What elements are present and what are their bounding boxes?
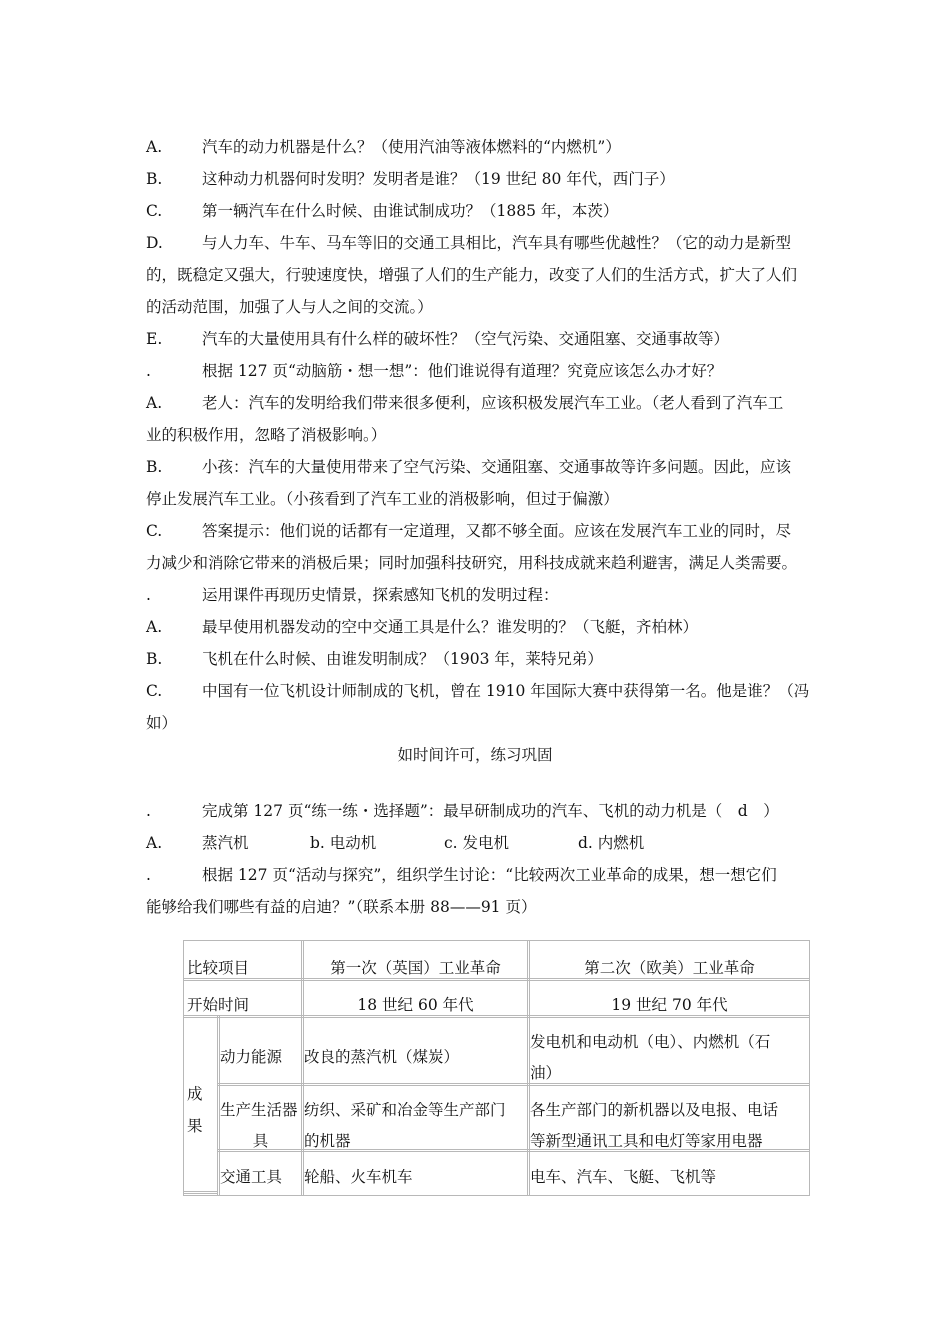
item-label: . bbox=[146, 362, 151, 380]
row-tools-second: 等新型通讯工具和电灯等家用电器 bbox=[530, 1132, 763, 1150]
table-rule bbox=[217, 1083, 809, 1086]
option-d: d. 内燃机 bbox=[578, 834, 645, 852]
exercise-1 bbox=[146, 795, 846, 827]
line-10-continuation: 业的积极作用，忽略了消极影响。） bbox=[146, 426, 387, 444]
option-a: 蒸汽机 bbox=[202, 834, 249, 852]
row-power-item: 动力能源 bbox=[220, 1048, 283, 1066]
item-text: 答案提示：他们说的话都有一定道理，又都不够全面。应该在发展汽车工业的同时，尽 bbox=[202, 522, 792, 540]
item-label: . bbox=[146, 802, 151, 820]
item-text: 根据 127 页“活动与探究”，组织学生讨论：“比较两次工业革命的成果，想一想它们 bbox=[202, 866, 777, 884]
item-text: 飞机在什么时候、由谁发明制成？（1903 年，莱特兄弟） bbox=[202, 650, 603, 668]
item-label: C. bbox=[146, 202, 163, 220]
item-label: C. bbox=[146, 522, 163, 540]
line-12-continuation: 停止发展汽车工业。（小孩看到了汽车工业的消极影响，但过于偏激） bbox=[146, 490, 619, 508]
item-label: C. bbox=[146, 682, 163, 700]
table-rule bbox=[184, 1191, 217, 1194]
item-text: 与人力车、牛车、马车等旧的交通工具相比，汽车具有哪些优越性？（它的动力是新型 bbox=[202, 234, 792, 252]
item-text: 完成第 127 页“练一练・选择题”：最早研制成功的汽车、飞机的动力机是（ d ） bbox=[202, 802, 779, 820]
line-15 bbox=[146, 579, 846, 611]
row-tools-item: 生产生活器 bbox=[220, 1101, 298, 1119]
row-transport-first: 轮船、火车机车 bbox=[304, 1168, 413, 1186]
row-power-second: 发电机和电动机（电）、内燃机（石 bbox=[530, 1033, 771, 1051]
item-text: 小孩：汽车的大量使用带来了空气污染、交通阻塞、交通事故等许多问题。因此，应该 bbox=[202, 458, 792, 476]
item-text: 老人：汽车的发明给我们带来很多便利，应该积极发展汽车工业。（老人看到了汽车工 bbox=[202, 394, 784, 412]
row-transport-item: 交通工具 bbox=[220, 1168, 283, 1186]
exercise-2 bbox=[146, 859, 846, 891]
row-transport-second: 电车、汽车、飞艇、飞机等 bbox=[530, 1168, 717, 1186]
line-5-continuation: 的，既稳定又强大，行驶速度快，增强了人们的生产能力，改变了人们的生活方式，扩大了人们 bbox=[146, 266, 798, 284]
line-2 bbox=[146, 163, 846, 195]
item-label: B. bbox=[146, 458, 163, 476]
group-label: 成 bbox=[187, 1085, 203, 1103]
row-power-first: 改良的蒸汽机（煤炭） bbox=[304, 1048, 460, 1066]
item-label: D. bbox=[146, 234, 163, 252]
item-label: A. bbox=[146, 394, 163, 412]
line-11 bbox=[146, 451, 846, 483]
item-text: 根据 127 页“动脑筋・想一想”：他们谁说得有道理？究竟应该怎么办才好？ bbox=[202, 362, 723, 380]
item-label: B. bbox=[146, 650, 163, 668]
item-label: A. bbox=[146, 618, 163, 636]
item-text: 最早使用机器发动的空中交通工具是什么？谁发明的？（飞艇，齐柏林） bbox=[202, 618, 699, 636]
line-13 bbox=[146, 515, 846, 547]
line-3 bbox=[146, 195, 846, 227]
line-9 bbox=[146, 387, 846, 419]
start-time-second: 19 世纪 70 年代 bbox=[611, 996, 728, 1014]
item-text: 汽车的大量使用具有什么样的破坏性？（空气污染、交通阻塞、交通事故等） bbox=[202, 330, 730, 348]
option-b: b. 电动机 bbox=[310, 834, 377, 852]
option-label-a: A. bbox=[146, 834, 163, 852]
line-4 bbox=[146, 227, 846, 259]
item-text: 第一辆汽车在什么时候、由谁试制成功？（1885 年，本茨） bbox=[202, 202, 619, 220]
item-text: 汽车的动力机器是什么？（使用汽油等液体燃料的“内燃机”） bbox=[202, 138, 621, 156]
row-tools-item: 具 bbox=[252, 1132, 269, 1150]
item-text: 运用课件再现历史情景，探索感知飞机的发明过程： bbox=[202, 586, 559, 604]
item-label: E. bbox=[146, 330, 163, 348]
line-14-continuation: 力减少和消除它带来的消极后果；同时加强科技研究，用科技成就来趋利避害，满足人类需要。 bbox=[146, 554, 798, 572]
item-text: 中国有一位飞机设计师制成的飞机，曾在 1910 年国际大赛中获得第一名。他是谁？（冯 bbox=[202, 682, 810, 700]
row-power-second: 油） bbox=[530, 1064, 562, 1082]
item-label: B. bbox=[146, 170, 163, 188]
line-6-continuation: 的活动范围，加强了人与人之间的交流。） bbox=[146, 298, 433, 316]
item-label: . bbox=[146, 586, 151, 604]
row-tools-second: 各生产部门的新机器以及电报、电话 bbox=[530, 1101, 779, 1119]
line-16 bbox=[146, 611, 846, 643]
section-title: 如时间许可，练习巩固 bbox=[397, 746, 553, 764]
table-header-item: 比较项目 bbox=[187, 959, 250, 977]
item-text: 这种动力机器何时发明？发明者是谁？（19 世纪 80 年代，西门子） bbox=[202, 170, 675, 188]
line-18 bbox=[146, 675, 846, 707]
line-8 bbox=[146, 355, 846, 387]
line-19-continuation: 如） bbox=[146, 714, 178, 732]
option-c: c. 发电机 bbox=[444, 834, 510, 852]
line-17 bbox=[146, 643, 846, 675]
line-7 bbox=[146, 323, 846, 355]
row-tools-first: 纺织、采矿和冶金等生产部门 bbox=[304, 1101, 506, 1119]
exercise-2-continuation: 能够给我们哪些有益的启迪？”（联系本册 88——91 页） bbox=[146, 898, 537, 916]
group-label: 果 bbox=[187, 1117, 203, 1135]
comparison-table bbox=[183, 940, 810, 1196]
start-time-first: 18 世纪 60 年代 bbox=[357, 996, 474, 1014]
row-tools-first: 的机器 bbox=[304, 1132, 351, 1150]
table-header-second: 第二次（欧美）工业革命 bbox=[584, 959, 755, 977]
item-label: A. bbox=[146, 138, 163, 156]
item-label: . bbox=[146, 866, 151, 884]
table-header-first: 第一次（英国）工业革命 bbox=[330, 959, 501, 977]
start-time-label: 开始时间 bbox=[187, 996, 250, 1014]
line-1 bbox=[146, 131, 846, 163]
